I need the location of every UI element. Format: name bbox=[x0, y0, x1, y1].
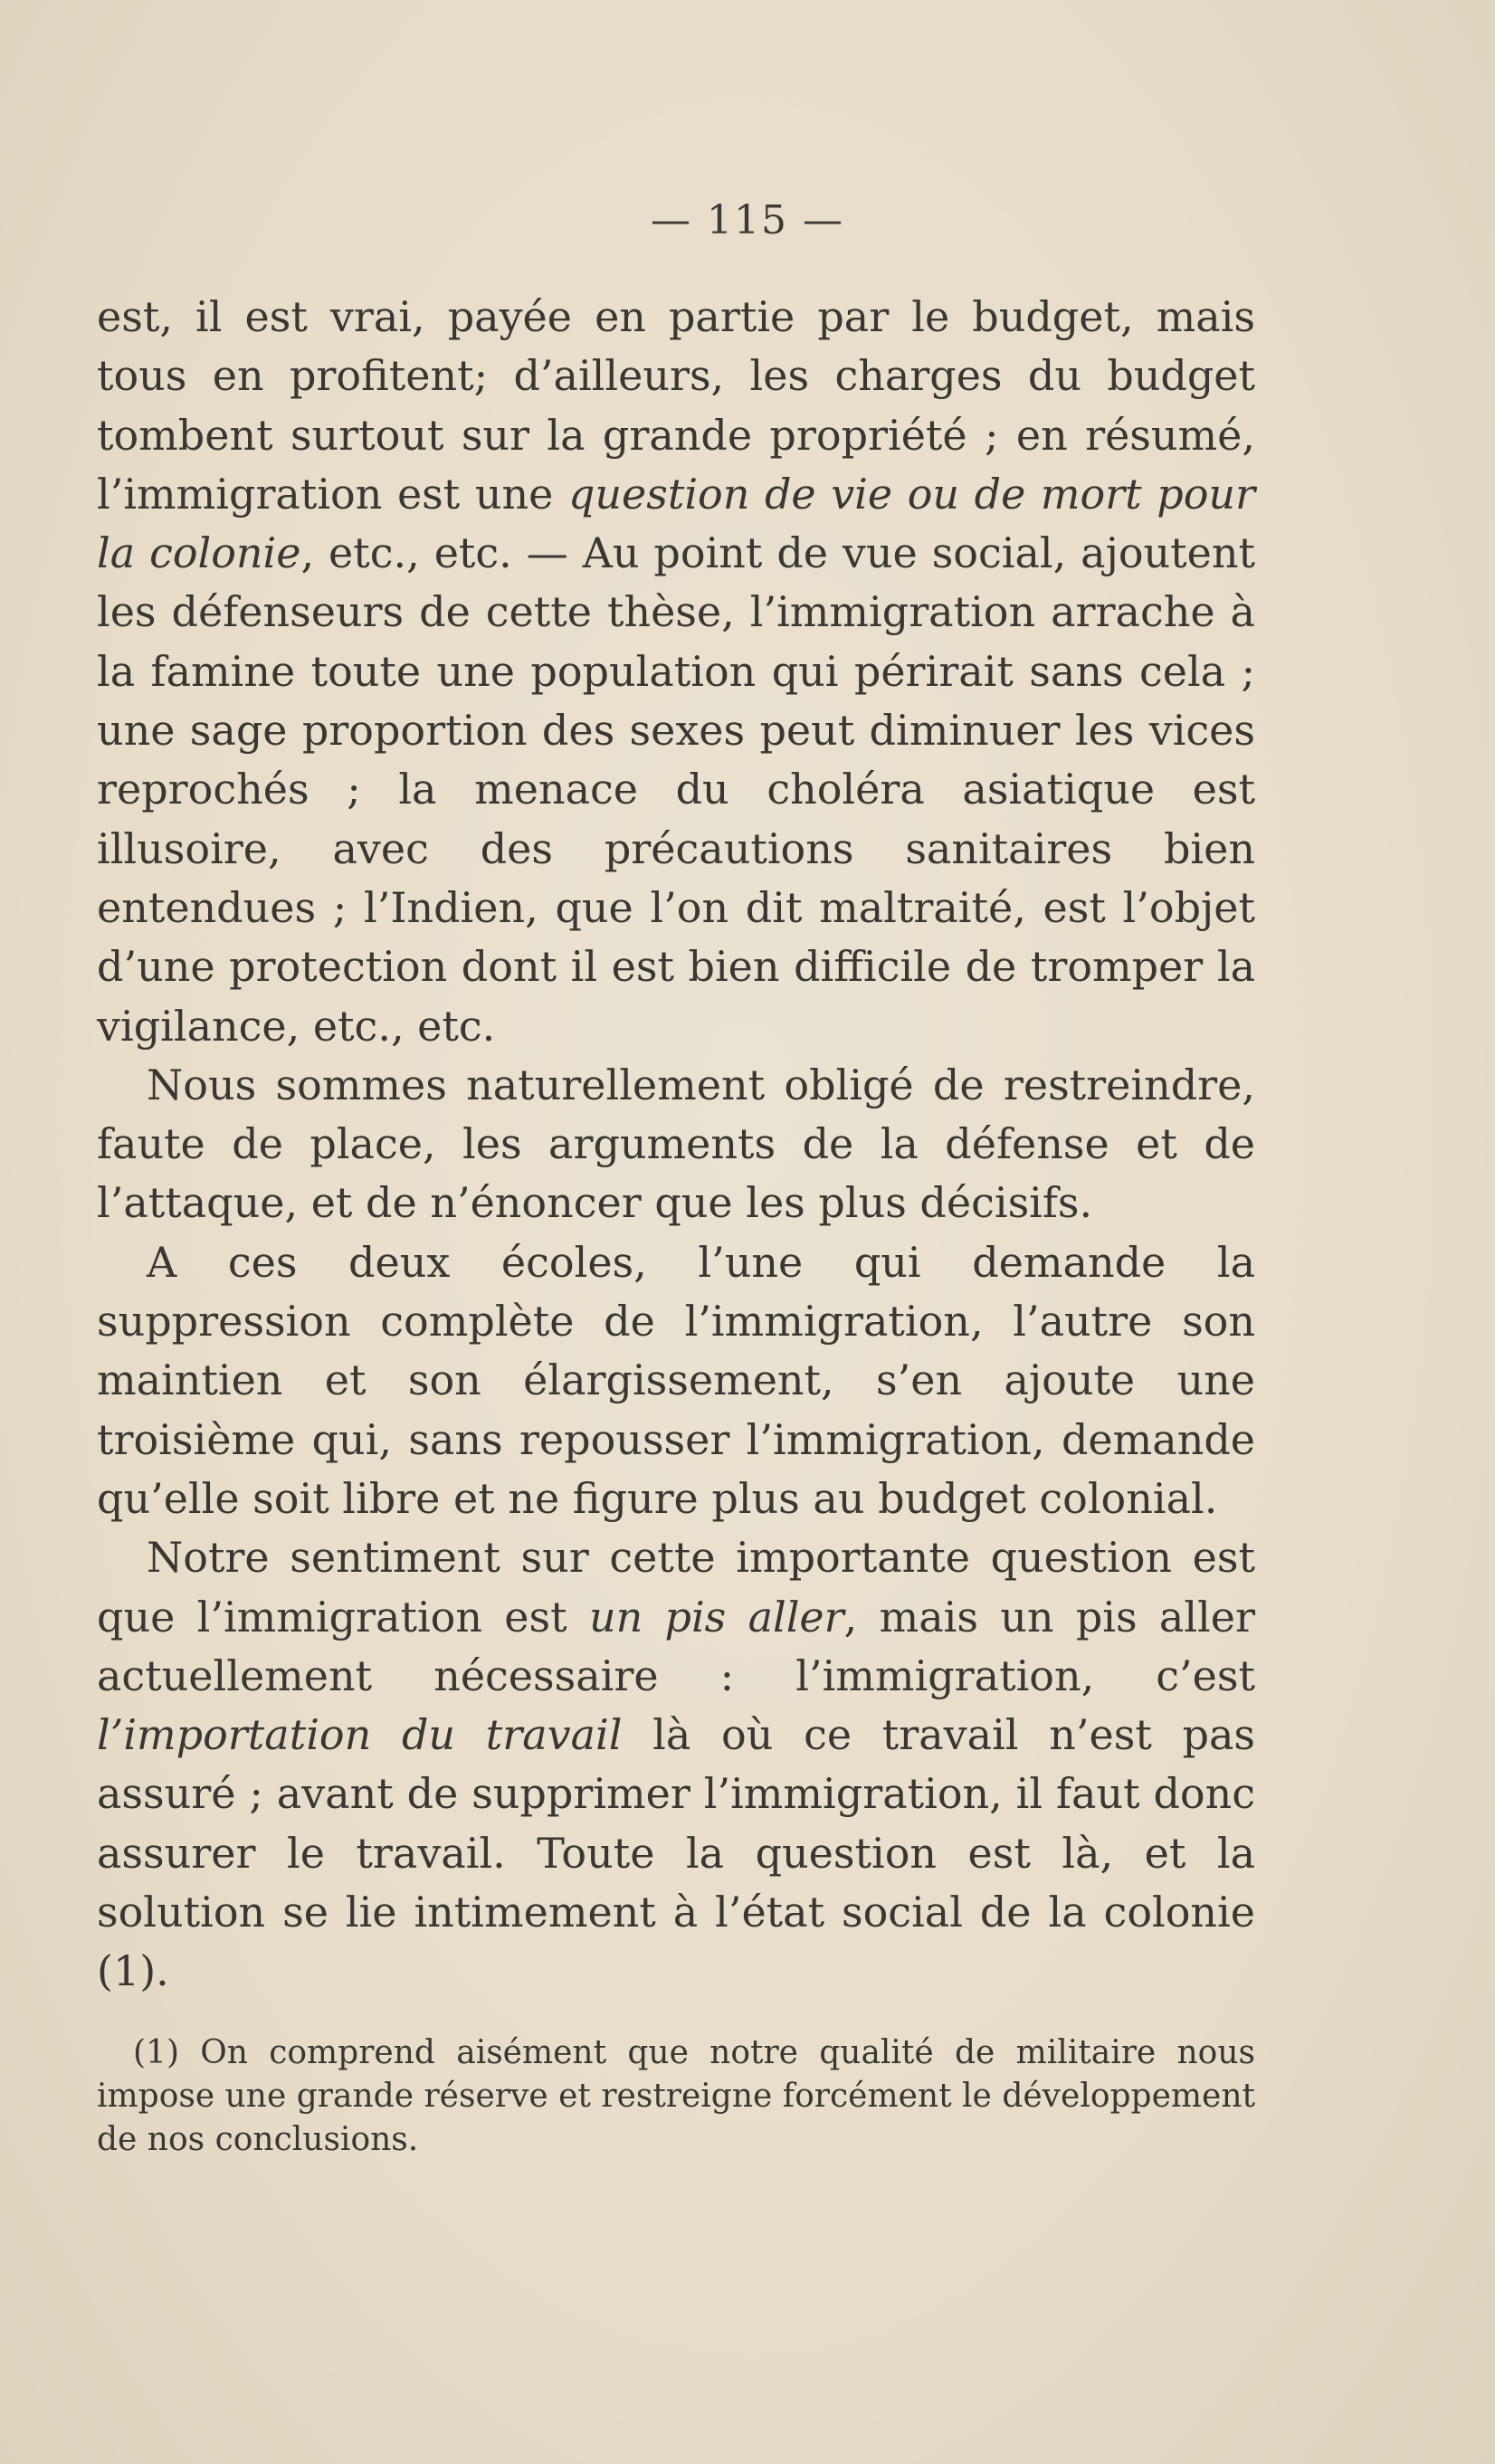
paragraph-3: A ces deux écoles, l’une qui demande la suppression complète de l’immigration, l’autre son maintien et son élargissement, s’en ajoute une troisième qui, sans repousser l’immigration, demande qu’elle soit libre et ne figure plus au budget colonial. bbox=[97, 1237, 1255, 1523]
paragraph-4 bbox=[97, 1528, 1255, 2001]
paragraph-4-emphasis-2: l’importation du travail bbox=[97, 1710, 623, 1760]
body-text bbox=[97, 288, 1255, 2002]
paragraph-1 bbox=[97, 288, 1255, 1056]
paragraph-4-part-3: là où ce travail n’est pas assuré ; avant de supprimer l’immigration, il faut donc assurer le travail. Toute la question est là, et la solution se lie intimement à l’état social de la colonie (1). bbox=[97, 1710, 1255, 1996]
paragraph-1-part-1: est, il est vrai, payée en partie par le budget, mais tous en profitent; d’ailleurs, les charges du budget tombent surtout sur la grande propriété ; en résumé, l’immigration est une bbox=[97, 292, 1255, 518]
paragraph-4-part-2: , mais un pis aller actuellement nécessaire : l’immigration, c’est bbox=[97, 1592, 1255, 1700]
footnote: (1) On comprend aisément que notre qualité de militaire nous impose une grande réserve et restreigne forcément le développement de nos conclusions. bbox=[97, 2034, 1255, 2158]
page-number: — 115 — bbox=[651, 197, 844, 243]
paragraph-1-part-2: , etc., etc. — Au point de vue social, ajoutent les défenseurs de cette thèse, l’immigration arrache à la famine toute une population qui périrait sans cela ; une sage proportion des sexes peut diminuer les vices reprochés ; la menace du choléra asiatique est illusoire, avec des précautions sanitaires bien entendues ; l’Indien, que l’on dit maltraité, est l’objet d’une protection dont il est bien difficile de tromper la vigilance, etc., etc. bbox=[97, 528, 1255, 1051]
paragraph-4-emphasis-1: un pis aller bbox=[588, 1592, 844, 1641]
paragraph-2: Nous sommes naturellement obligé de restreindre, faute de place, les arguments de la défense et de l’attaque, et de n’énoncer que les plus décisifs. bbox=[97, 1060, 1255, 1228]
paragraph-4-part-1: Notre sentiment sur cette importante question est que l’immigration est bbox=[97, 1533, 1255, 1641]
paragraph-1-emphasis: question de vie ou de mort pour la colonie bbox=[97, 469, 1256, 578]
